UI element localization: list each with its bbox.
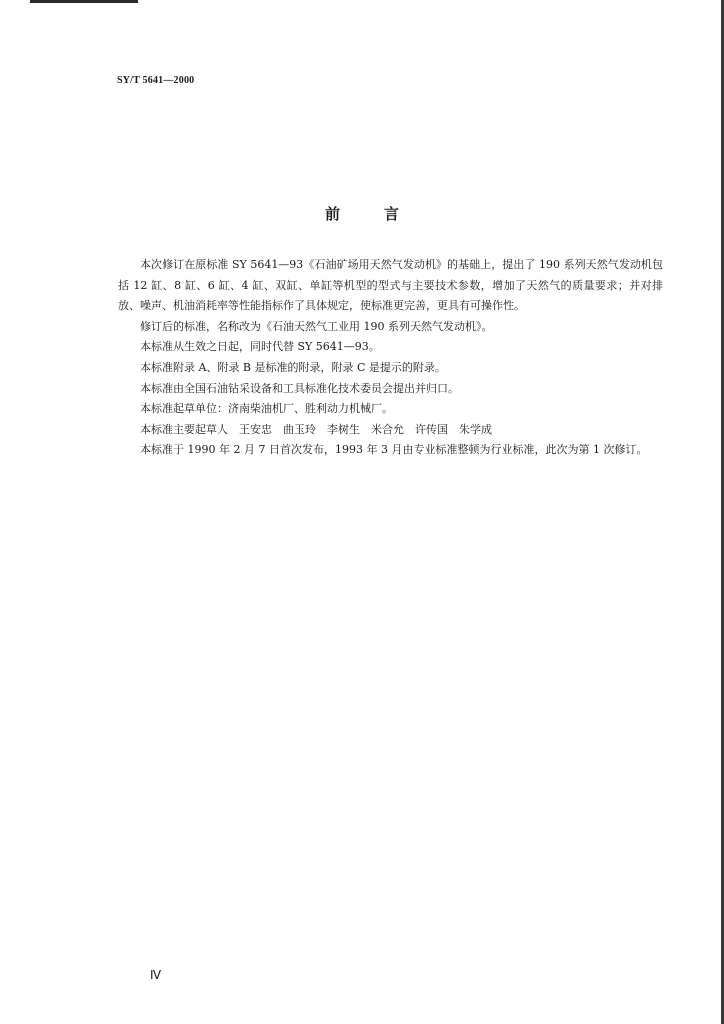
paragraph-renamed-title: 修订后的标准，名称改为《石油天然气工业用 190 系列天然气发动机》。 xyxy=(140,319,493,333)
paragraph-drafters: 本标准主要起草人 王安忠 曲玉玲 李树生 米合允 许传国 朱学成 xyxy=(140,422,492,436)
paragraph-publication-history: 本标准于 1990 年 2 月 7 日首次发布，1993 年 3 月由专业标准整顿为行业标准，此次为第 1 次修订。 xyxy=(140,443,648,457)
paragraph-proposer: 本标准由全国石油钻采设备和工具标准化技术委员会提出并归口。 xyxy=(140,381,459,395)
paragraph-revision-basis: 本次修订在原标准 SY 5641—93《石油矿场用天然气发动机》的基础上，提出了 190 系列天然气发动机包括 12 缸、8 缸、6 缸、4 缸、双缸、单缸等机型的型式与主要技术参数，增加了天然气的质量要求；并对排放、噪声、机油消耗率等性能指标作了具体规定，使标准更完善，更具有可操作性。 xyxy=(118,258,663,313)
page-title-char-2: 言 xyxy=(384,205,400,223)
foreword-body xyxy=(118,255,663,461)
page-title-char-1: 前 xyxy=(324,205,340,223)
paragraph-appendices: 本标准附录 A、附录 B 是标准的附录，附录 C 是提示的附录。 xyxy=(140,360,446,374)
scan-artifact-top xyxy=(30,0,138,3)
page-number: Ⅳ xyxy=(150,968,162,982)
standard-code-header: SY/T 5641—2000 xyxy=(117,75,195,86)
paragraph-drafting-units: 本标准起草单位：济南柴油机厂、胜利动力机械厂。 xyxy=(140,402,393,416)
page-title xyxy=(0,203,724,224)
paragraph-supersedes: 本标准从生效之日起，同时代替 SY 5641—93。 xyxy=(140,340,380,354)
